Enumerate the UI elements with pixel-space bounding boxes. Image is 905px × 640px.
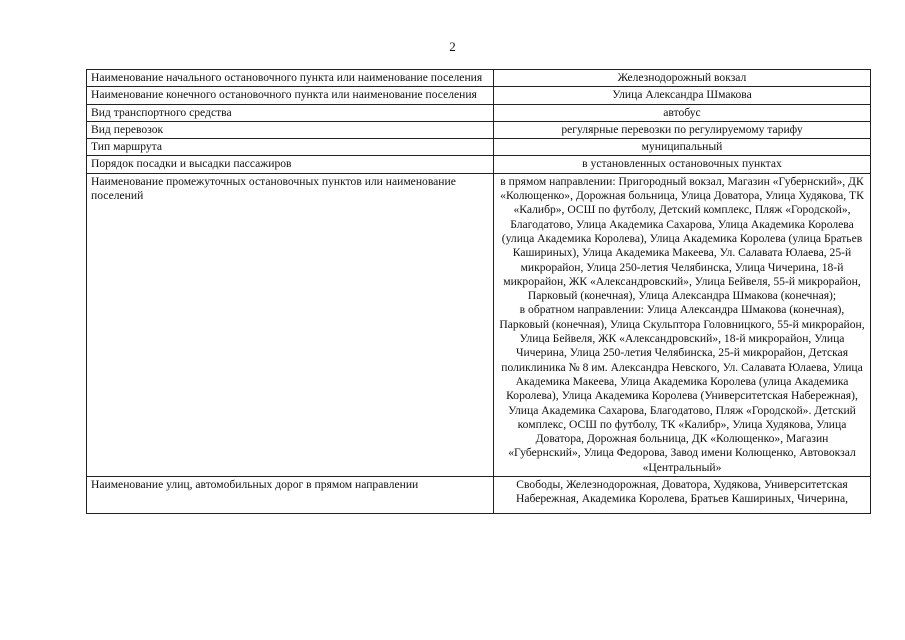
- row-label-route-type: Тип маршрута: [87, 139, 494, 156]
- row-label-boarding-order: Порядок посадки и высадки пассажиров: [87, 156, 494, 173]
- row-value-end-stop: Улица Александра Шмакова: [494, 87, 871, 104]
- table-row: [87, 173, 871, 476]
- streets-forward-text: Свободы, Железнодорожная, Доватора, Худякова, Университетская Набережная, Академика Королева, Братьев Кашириных, Чичерина,: [515, 478, 849, 506]
- table-row: [87, 139, 871, 156]
- route-info-table: [86, 69, 871, 514]
- table-row: [87, 477, 871, 514]
- page-number: 2: [449, 39, 456, 54]
- row-value-start-stop: Железнодорожный вокзал: [494, 70, 871, 87]
- table-row: [87, 121, 871, 138]
- row-label-start-stop: Наименование начального остановочного пункта или наименование поселения: [87, 70, 494, 87]
- row-label-streets-forward: Наименование улиц, автомобильных дорог в прямом направлении: [87, 477, 494, 514]
- row-value-route-type: муниципальный: [494, 139, 871, 156]
- table-row: [87, 70, 871, 87]
- table-row: [87, 104, 871, 121]
- row-value-vehicle-type: автобус: [494, 104, 871, 121]
- row-label-end-stop: Наименование конечного остановочного пункта или наименование поселения: [87, 87, 494, 104]
- row-label-transport-kind: Вид перевозок: [87, 121, 494, 138]
- table-row: [87, 87, 871, 104]
- row-value-transport-kind: регулярные перевозки по регулируемому тарифу: [494, 121, 871, 138]
- table-row: [87, 156, 871, 173]
- stops-forward-direction: в прямом направлении: Пригородный вокзал, Магазин «Губернский», ДК «Колющенко», Дорожная больница, Улица Доватора, Улица Худякова, ТК «Калибр», ОСШ по футболу, Детский комплекс, Пляж «Городской», Благодатово, Улица Академика Сахарова, Улица Академика Королева (улица Академика Королева), Улица Академика Королева (улица Братьев Кашириных), Улица Академика Макеева, Ул. Салавата Юлаева, 25-й микрорайон, Улица 250-летия Челябинска, Улица Чичерина, 18-й микрорайон, ЖК «Александровский», Улица Бейвеля, 55-й микрорайон, Парковый (конечная), Улица Александра Шмакова (конечная);: [500, 174, 864, 303]
- row-value-boarding-order: в установленных остановочных пунктах: [494, 156, 871, 173]
- row-value-intermediate-stops: [494, 173, 871, 476]
- row-label-intermediate-stops: Наименование промежуточных остановочных пунктов или наименование поселений: [87, 173, 494, 476]
- row-label-vehicle-type: Вид транспортного средства: [87, 104, 494, 121]
- row-value-streets-forward: [494, 477, 871, 514]
- stops-backward-direction: в обратном направлении: Улица Александра Шмакова (конечная), Парковый (конечная), Улица Скульптора Головницкого, 55-й микрорайон, Улица Бейвеля, ЖК «Александровский», 18-й микрорайон, Улица Чичерина, Улица 250-летия Челябинска, 25-й микрорайон, Детская поликлиника № 8 им. Александра Невского, Ул. Салавата Юлаева, Улица Академика Макеева, Улица Академика Королева (улица Академика Королева), Улица Академика Королева (Университетская Набережная), Улица Академика Сахарова, Благодатово, Пляж «Городской». Детский комплекс, ОСШ по футболу, ТК «Калибр», Улица Худякова, Улица Доватора, Дорожная больница, ДК «Колющенко», Магазин «Губернский», Улица Федорова, Завод имени Колющенко, Автовокзал «Центральный»: [499, 303, 865, 474]
